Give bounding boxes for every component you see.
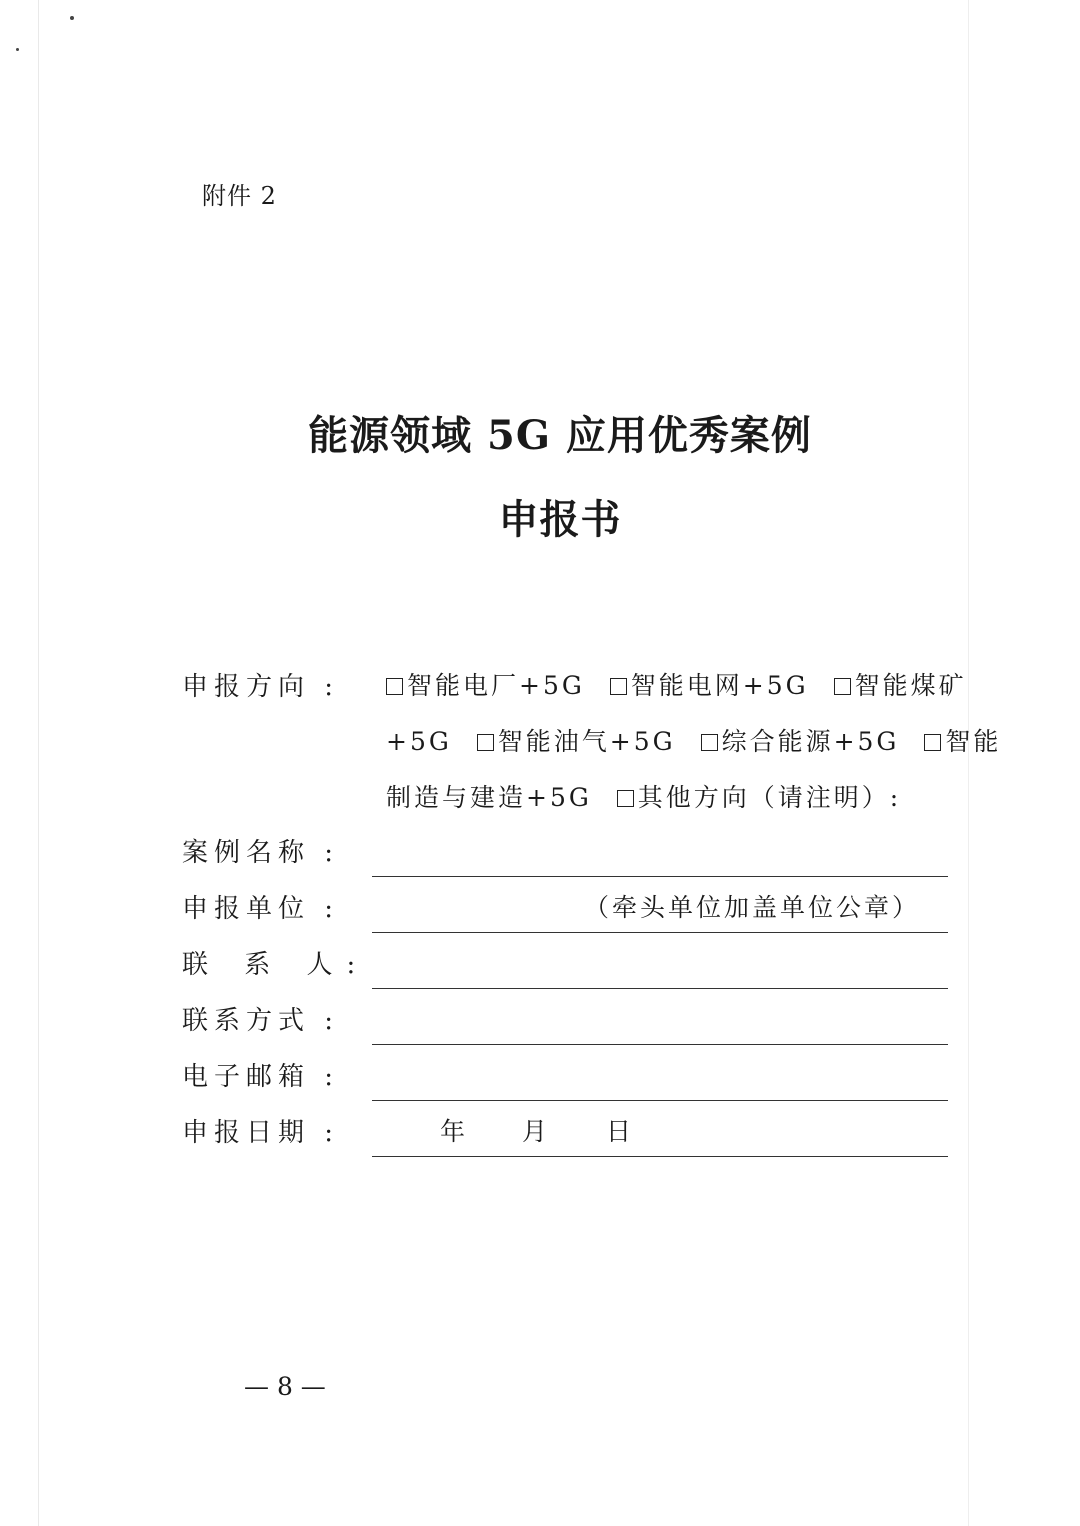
option-smart-oil-gas[interactable]: 智能油气+5G — [477, 727, 676, 756]
email-field[interactable] — [372, 1100, 948, 1101]
direction-options-line-1 — [386, 666, 967, 702]
scan-speck — [16, 48, 19, 51]
date-field[interactable] — [372, 1156, 948, 1157]
contact-method-label: 联系方式 : — [182, 1006, 340, 1036]
page-number: — 8 — — [244, 1372, 326, 1401]
date-month-label: 月 — [522, 1117, 548, 1146]
case-name-field[interactable] — [372, 876, 948, 877]
scan-edge-left — [38, 0, 39, 1526]
date-label: 申报日期 : — [182, 1118, 340, 1148]
option-smart-manufacturing[interactable]: 智能 — [924, 727, 1001, 756]
direction-options-line-3 — [386, 778, 901, 814]
scan-speck — [70, 16, 74, 20]
option-smart-coal-mine[interactable]: 智能煤矿 — [834, 671, 967, 700]
checkbox-icon[interactable] — [617, 790, 634, 807]
contact-person-field[interactable] — [372, 988, 948, 989]
unit-label: 申报单位 : — [182, 894, 340, 924]
case-name-label: 案例名称 : — [182, 838, 340, 868]
contact-method-field[interactable] — [372, 1044, 948, 1045]
checkbox-icon[interactable] — [477, 734, 494, 751]
checkbox-icon[interactable] — [610, 678, 627, 695]
option-smart-power-plant[interactable]: 智能电厂+5G — [386, 671, 585, 700]
option-integrated-energy[interactable]: 综合能源+5G — [701, 727, 900, 756]
option-text-continuation: +5G — [386, 727, 452, 756]
direction-label: 申报方向 : — [182, 672, 340, 702]
checkbox-icon[interactable] — [924, 734, 941, 751]
direction-options-line-2 — [386, 722, 1001, 758]
checkbox-icon[interactable] — [701, 734, 718, 751]
date-day-label: 日 — [606, 1117, 632, 1146]
unit-field[interactable] — [372, 932, 948, 933]
contact-person-label: 联 系 人: — [182, 950, 370, 980]
attachment-label: 附件 2 — [202, 182, 277, 210]
option-text-continuation: 制造与建造+5G — [386, 783, 592, 812]
date-year-label: 年 — [440, 1117, 466, 1146]
option-smart-grid[interactable]: 智能电网+5G — [610, 671, 809, 700]
document-title: 能源领域 5G 应用优秀案例 — [308, 412, 812, 459]
unit-seal-note: （牵头单位加盖单位公章） — [584, 893, 921, 922]
checkbox-icon[interactable] — [386, 678, 403, 695]
document-subtitle: 申报书 — [498, 496, 622, 543]
scan-edge-right — [968, 0, 969, 1526]
checkbox-icon[interactable] — [834, 678, 851, 695]
option-other-direction[interactable]: 其他方向（请注明）: — [617, 783, 901, 812]
email-label: 电子邮箱 : — [182, 1062, 340, 1092]
